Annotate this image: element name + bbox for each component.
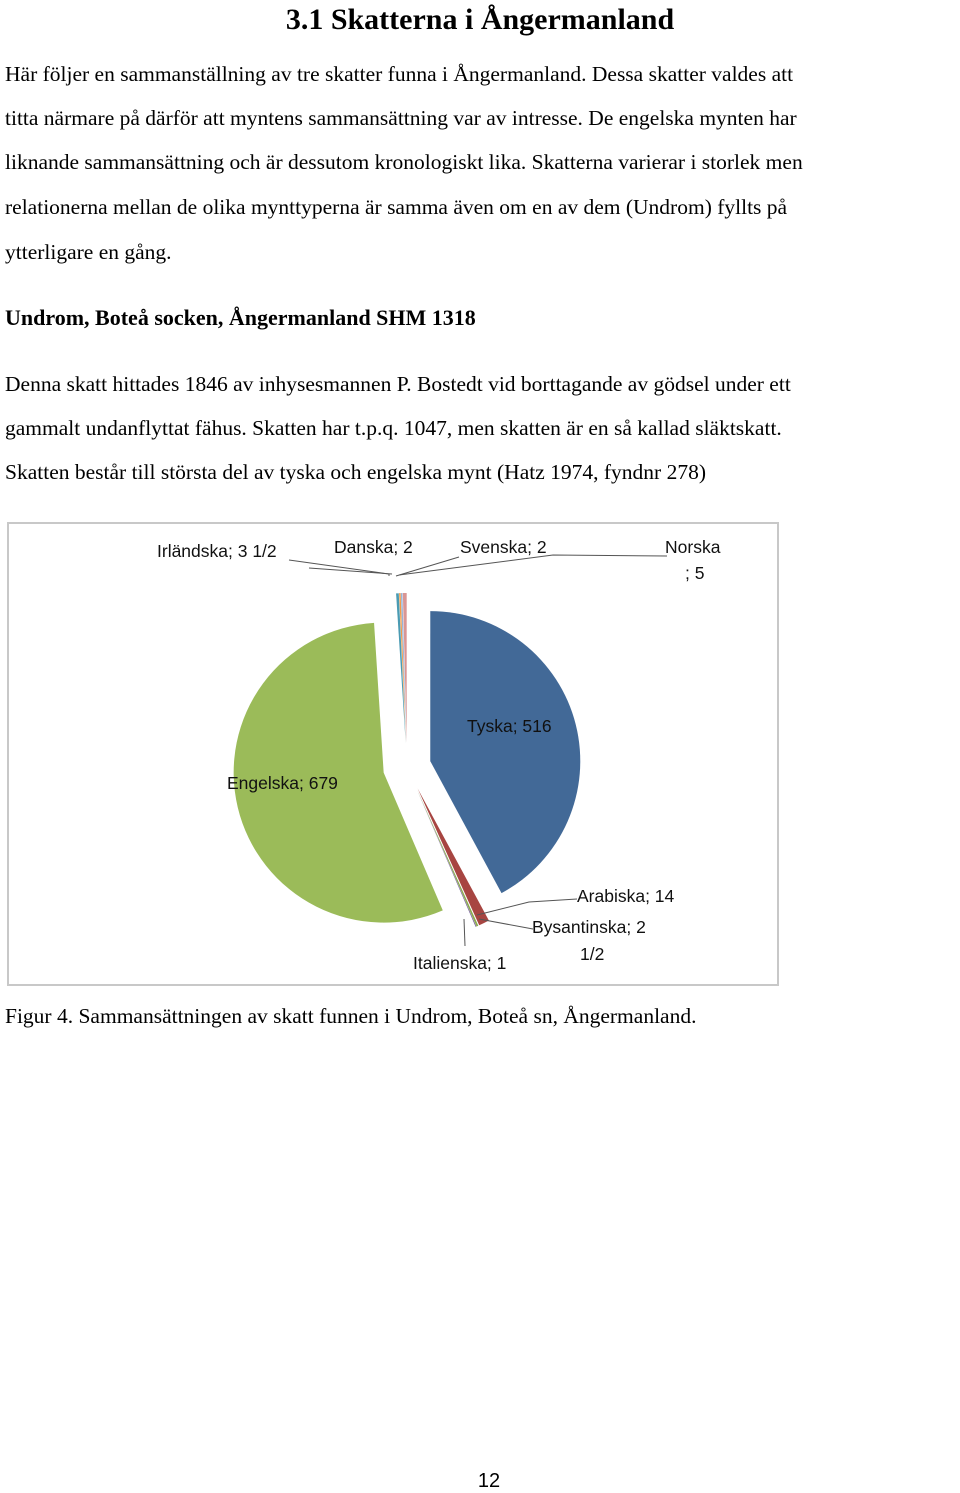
pie-chart <box>9 524 781 988</box>
pie-chart-frame <box>7 522 779 986</box>
leader-line-norska <box>399 555 667 575</box>
intro-line: titta närmare på därför att myntens sammansättning var av intresse. De engelska mynten har <box>5 106 797 130</box>
leader-line-bysantinska <box>479 919 533 929</box>
intro-line: ytterligare en gång. <box>5 240 172 264</box>
label-bysantinska-value: 1/2 <box>580 944 605 964</box>
pie-slice-norska <box>403 593 407 743</box>
body-line: gammalt undanflyttat fähus. Skatten har t.p.q. 1047, men skatten är en så kallad släktskatt. <box>5 416 782 440</box>
label-tyska: Tyska; 516 <box>467 716 552 736</box>
intro-line: Här följer en sammanställning av tre skatter funna i Ångermanland. Dessa skatter valdes att <box>5 62 794 86</box>
intro-line: relationerna mellan de olika mynttyperna är samma även om en av dem (Undrom) fyllts på <box>5 195 788 219</box>
leader-line-italienska <box>464 919 465 946</box>
figure-caption: Figur 4. Sammansättningen av skatt funnen i Undrom, Boteå sn, Ångermanland. <box>5 1004 697 1028</box>
label-engelska: Engelska; 679 <box>227 773 338 793</box>
page-number: 12 <box>477 1470 501 1492</box>
body-line: Denna skatt hittades 1846 av inhysesmannen P. Bostedt vid borttagande av gödsel under ett <box>5 372 791 396</box>
leader-line-svenska <box>396 557 459 576</box>
label-italienska: Italienska; 1 <box>413 953 507 973</box>
leader-line-irlandska <box>289 560 389 576</box>
label-norska-value: ; 5 <box>685 563 705 583</box>
pie-slice-tyska <box>430 611 580 893</box>
label-irlandska: Irländska; 3 1/2 <box>157 541 277 561</box>
label-arabiska: Arabiska; 14 <box>577 886 675 906</box>
label-svenska: Svenska; 2 <box>460 537 547 557</box>
label-danska: Danska; 2 <box>334 537 413 557</box>
label-bysantinska: Bysantinska; 2 <box>532 917 646 937</box>
hoard-subheading: Undrom, Boteå socken, Ångermanland SHM 1318 <box>5 305 476 330</box>
leader-line-arabiska <box>477 899 577 915</box>
label-norska: Norska <box>665 537 721 557</box>
intro-line: liknande sammansättning och är dessutom kronologiskt lika. Skatterna varierar i storlek men <box>5 150 803 174</box>
body-line: Skatten består till största del av tyska och engelska mynt (Hatz 1974, fyndnr 278) <box>5 460 706 484</box>
section-heading: 3.1 Skatterna i Ångermanland <box>285 3 675 36</box>
